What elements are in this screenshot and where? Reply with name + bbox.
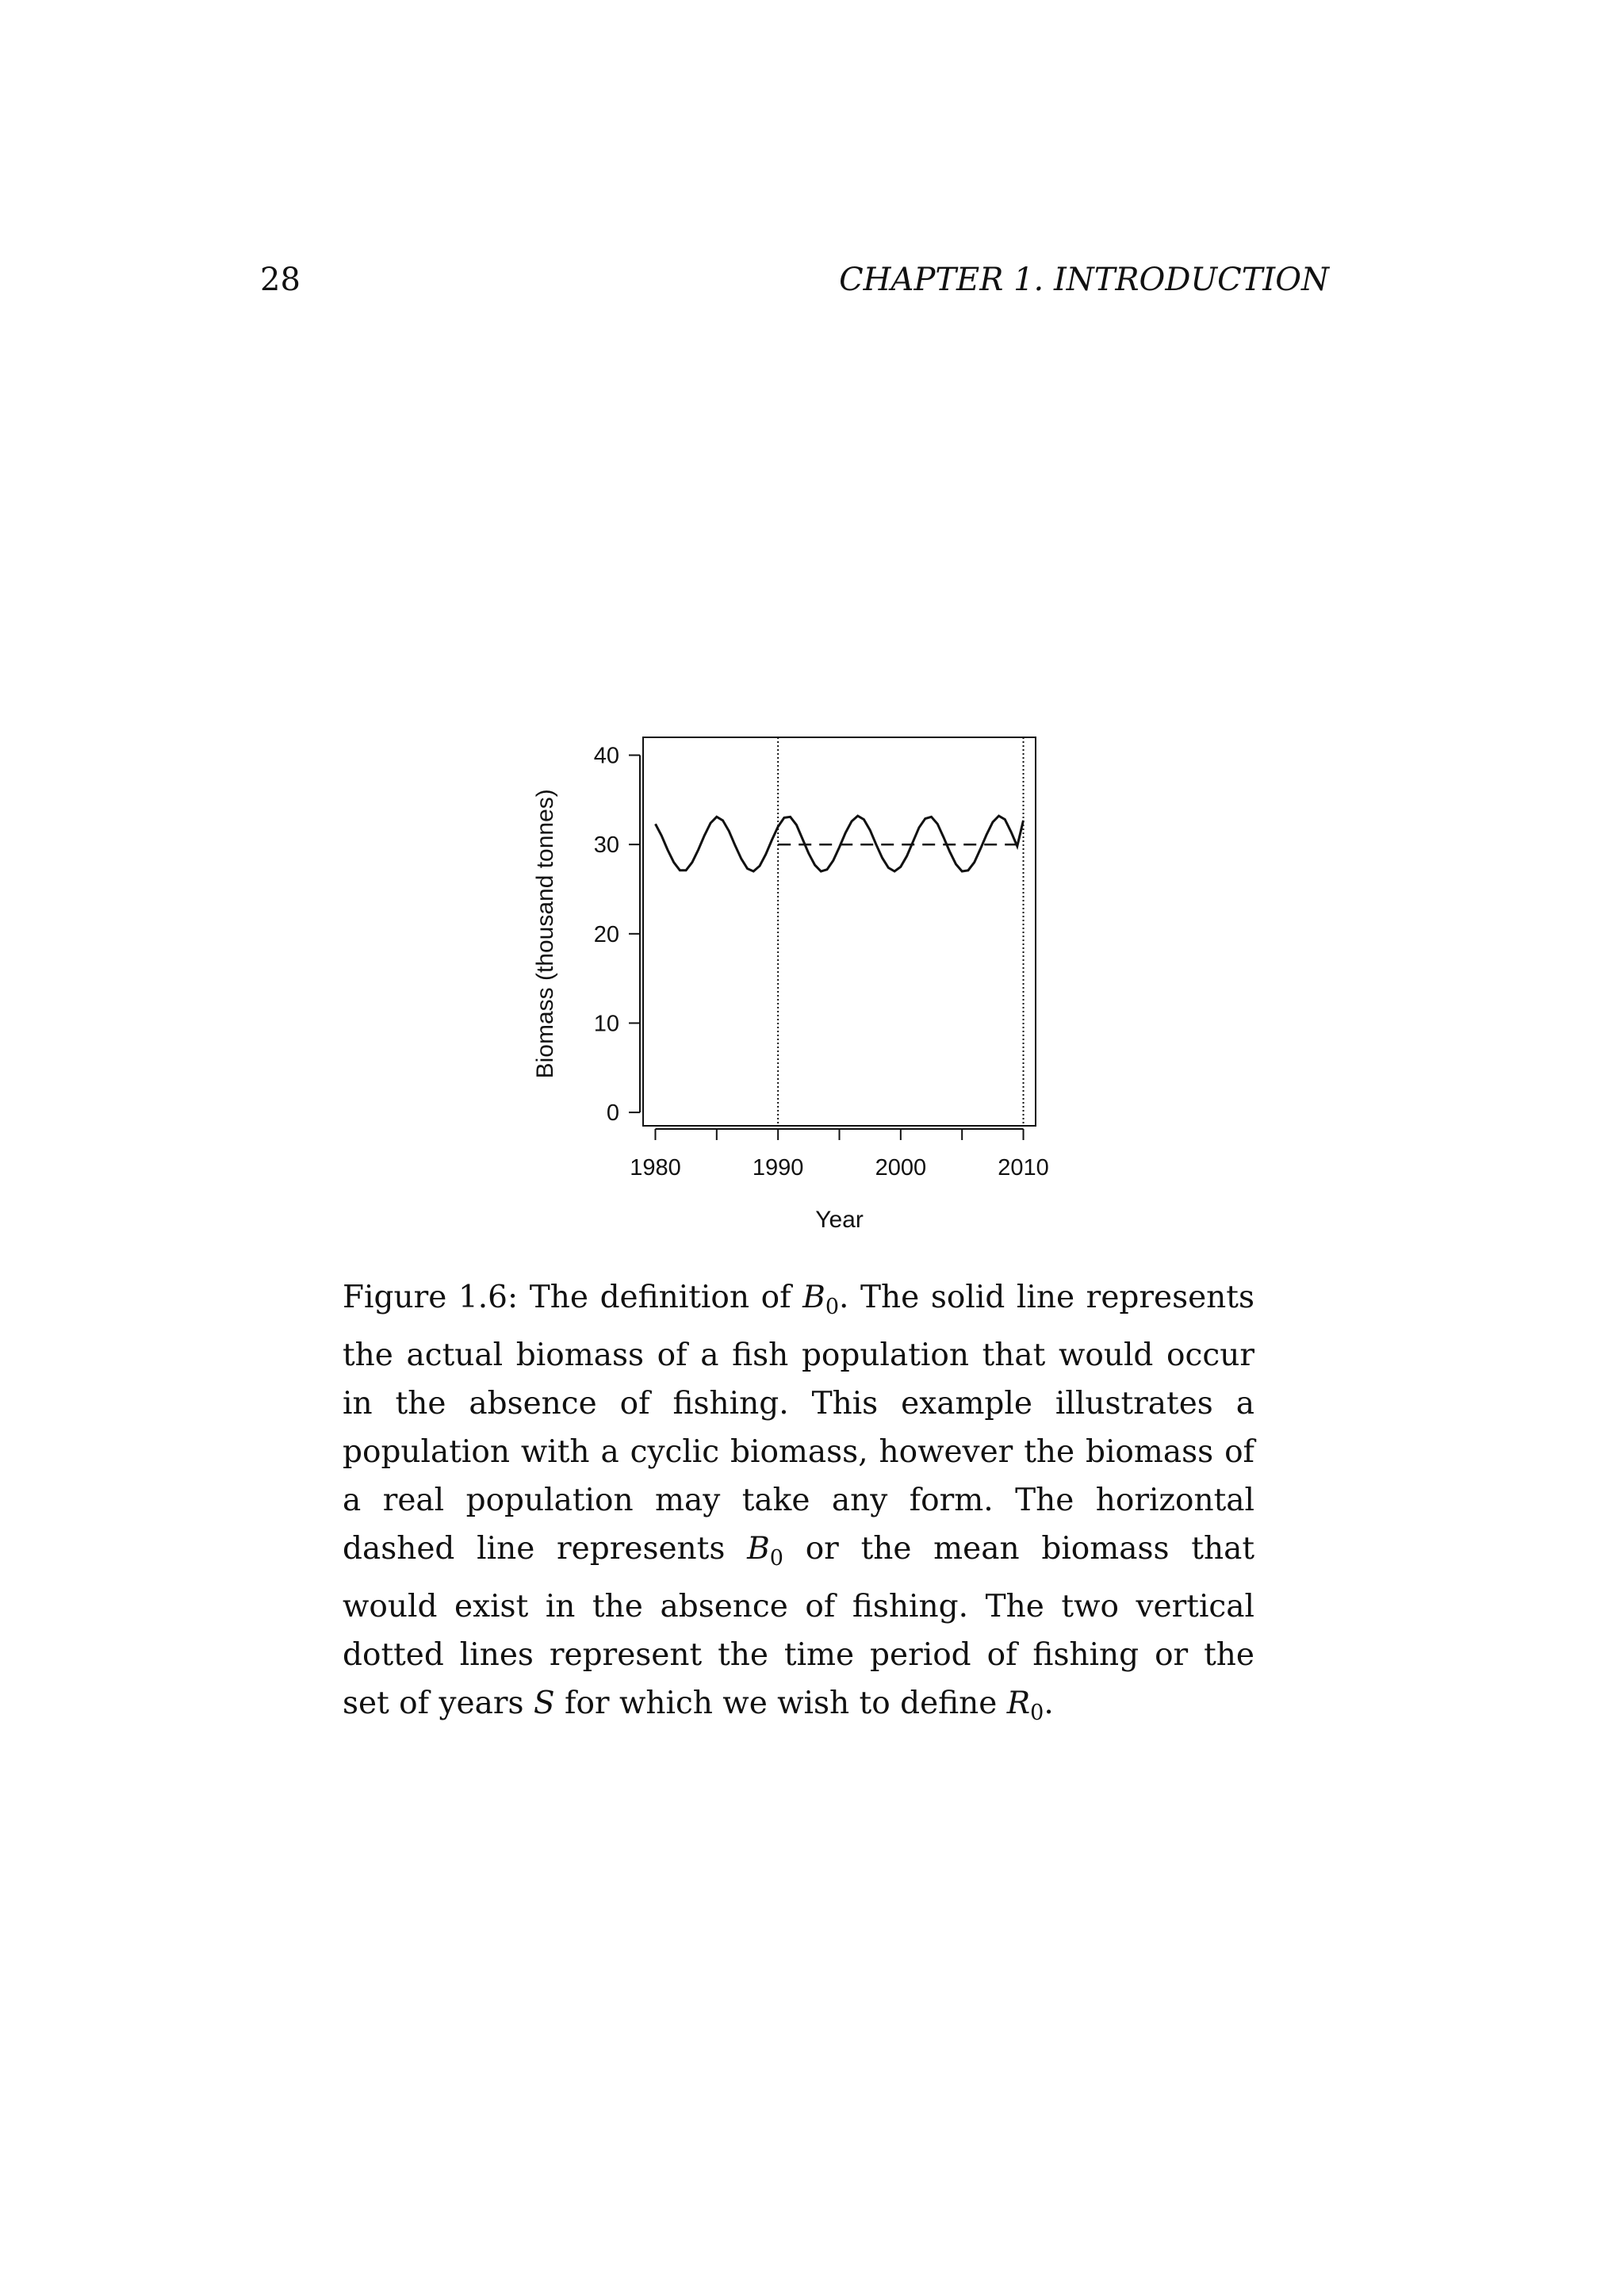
y-axis-label: Biomass (thousand tonnes) bbox=[532, 789, 558, 1079]
x-tick-label: 2000 bbox=[875, 1155, 927, 1181]
y-tick-label: 20 bbox=[593, 921, 619, 947]
figure bbox=[508, 714, 1078, 1253]
r0-subscript: 0 bbox=[1030, 1701, 1044, 1725]
b0-subscript: 0 bbox=[769, 1546, 783, 1571]
x-tick-label: 2010 bbox=[998, 1155, 1049, 1181]
x-tick-label: 1980 bbox=[630, 1155, 681, 1181]
r0-symbol bbox=[1006, 1686, 1044, 1725]
caption-text: . bbox=[1044, 1686, 1054, 1721]
y-tick-label: 0 bbox=[606, 1100, 619, 1127]
caption-text: . The solid line represents the actual biomass of a fish population that would occur in the absence of fishing. This example illustrates a population with a cyclic biomass, however the biomass of a real population may take any form. The horizontal dashed line represents bbox=[343, 1280, 1254, 1567]
plot-frame bbox=[643, 737, 1036, 1126]
page-number: 28 bbox=[260, 262, 301, 298]
s-symbol: S bbox=[533, 1686, 555, 1721]
b0-symbol bbox=[747, 1531, 783, 1571]
biomass-chart bbox=[508, 714, 1078, 1253]
caption-text: Figure 1.6: The definition of bbox=[343, 1280, 803, 1315]
caption-text: or the mean biomass that would exist in the absence of fishing. The two vertical dotted lines represent the time period of fishing or the set of years bbox=[343, 1531, 1254, 1721]
y-tick-label: 40 bbox=[593, 743, 619, 769]
y-tick-label: 30 bbox=[593, 832, 619, 859]
b0-symbol bbox=[802, 1280, 840, 1319]
y-tick-label: 10 bbox=[593, 1011, 619, 1037]
b0-subscript: 0 bbox=[825, 1295, 840, 1319]
x-tick-label: 1990 bbox=[752, 1155, 804, 1181]
running-head: CHAPTER 1. INTRODUCTION bbox=[839, 262, 1329, 298]
figure-caption bbox=[343, 1273, 1254, 1737]
caption-paragraph bbox=[343, 1273, 1254, 1737]
b0-letter: B bbox=[747, 1531, 770, 1567]
caption-text: for which we wish to define bbox=[554, 1686, 1007, 1721]
b0-letter: B bbox=[802, 1280, 825, 1315]
x-axis-label: Year bbox=[815, 1207, 864, 1233]
r0-letter: R bbox=[1006, 1686, 1031, 1721]
